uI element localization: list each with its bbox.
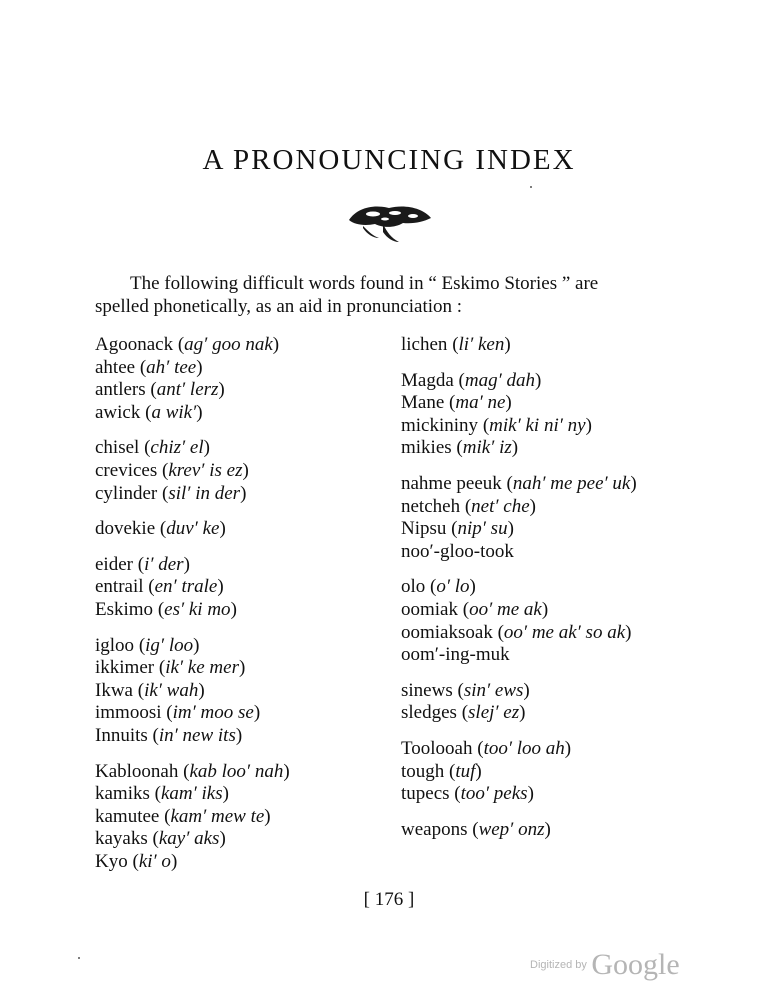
index-entry: mickininy (mik′ ki ni′ ny) [401,414,592,436]
index-word: netcheh [401,495,461,517]
index-entry: eider (i′ der) [95,553,190,575]
index-word: immoosi [95,702,162,724]
index-pronunciation: mag′ dah [464,369,535,391]
index-word: Nipsu [401,518,447,540]
index-pronunciation: mik′ ki ni′ ny [489,414,586,436]
index-entry: igloo (ig′ loo) [95,634,200,656]
index-word: cylinder [95,482,158,504]
index-entry: Kyo (ki′ o) [95,850,178,872]
index-pronunciation: net′ che [471,495,530,517]
leaf-vignette-ornament-icon [343,198,435,248]
index-pronunciation: es′ ki mo [164,598,231,620]
index-entry: Kabloonah (kab loo′ nah) [95,760,290,782]
index-pronunciation: ik′ wah [144,679,199,701]
index-pronunciation: slej′ ez [468,702,520,724]
index-group [95,554,290,622]
index-group [401,738,637,806]
index-word: chisel [95,437,140,459]
index-pronunciation: in′ new its [158,724,236,746]
index-pronunciation: kam′ iks [160,783,223,805]
index-entry: Magda (mag′ dah) [401,369,542,391]
index-word: Mane [401,392,445,414]
index-word: oomiak [401,598,458,620]
index-word: Ikwa [95,679,133,701]
index-entry: sinews (sin′ ews) [401,679,530,701]
index-pronunciation: ag′ goo nak [184,334,273,355]
index-word: crevices [95,459,158,481]
index-word: Magda [401,369,454,391]
index-entry: olo (o′ lo) [401,576,476,598]
index-word: Toolooah [401,737,473,759]
index-pronunciation: li′ ken [458,334,505,355]
index-word: mikies [401,437,452,459]
index-word: ikkimer [95,657,155,679]
page-number: [ 176 ] [363,889,415,910]
index-word: sledges [401,702,457,724]
index-pronunciation: ig′ loo [145,634,194,656]
index-pronunciation: ma′ ne [455,392,506,414]
index-pronunciation: kab loo′ nah [189,760,284,782]
google-logo: Google [591,948,680,981]
index-pronunciation: krev′ is ez [168,459,243,481]
index-entry: chisel (chiz′ el) [95,437,210,459]
index-word: kamiks [95,783,150,805]
index-group [401,370,637,460]
index-entry: kamutee (kam′ mew te) [95,805,271,827]
index-word: kayaks [95,828,148,850]
index-word: entrail [95,576,144,598]
index-entry: oomiak (oo′ me ak) [401,598,549,620]
index-word: antlers [95,379,146,401]
index-word: nahme peeuk [401,472,502,494]
index-entry: ikkimer (ik′ ke mer) [95,657,246,679]
index-pronunciation: oo′ me ak′ so ak [503,621,626,643]
index-pronunciation: too′ peks [460,783,528,805]
index-word: Kyo [95,850,128,872]
intro-line-2: spelled phonetically, as an aid in pronunciation : [95,296,463,317]
index-pronunciation: tuf [455,760,476,782]
index-pronunciation: sin′ ews [463,679,524,701]
index-pronunciation: im′ moo se [172,702,254,724]
index-word: Agoonack [95,334,174,355]
index-pronunciation: ant′ lerz [156,379,219,401]
page-title: A PRONOUNCING INDEX [202,144,576,176]
paper-speck [78,957,80,959]
index-entry: lichen (li′ ken) [401,334,511,355]
index-pronunciation: mik′ iz [462,437,512,459]
index-entry: Nipsu (nip′ su) [401,518,514,540]
index-word: lichen [401,334,448,355]
index-entry: awick (a wik′) [95,401,203,423]
index-word: dovekie [95,518,156,540]
index-pronunciation: a wik′ [151,401,197,423]
index-word: awick [95,401,141,423]
index-pronunciation: o′ lo [436,576,470,598]
index-group [95,761,290,874]
index-pronunciation: duv′ ke [166,518,220,540]
index-column-right [401,334,637,854]
index-entry: ahtee (ah′ tee) [95,356,203,378]
intro-line-1: The following difficult words found in “ Eskimo Stories ” are [130,273,599,294]
index-entry: mikies (mik′ iz) [401,437,519,459]
index-group [401,473,637,563]
index-word: weapons [401,818,468,840]
index-pronunciation: kam′ mew te [170,805,265,827]
index-entry: weapons (wep′ onz) [401,818,551,840]
index-entry [401,541,637,564]
index-word: ahtee [95,356,136,378]
index-entry: Mane (ma′ ne) [401,392,512,414]
intro-paragraph [95,272,695,318]
index-entry: netcheh (net′ che) [401,495,536,517]
index-word: mickininy [401,414,479,436]
index-group [95,635,290,748]
index-entry: Ikwa (ik′ wah) [95,679,205,701]
index-pronunciation: oo′ me ak [469,598,542,620]
index-group [401,334,637,357]
index-word: igloo [95,634,135,656]
index-entry: nahme peeuk (nah′ me pee′ uk) [401,472,637,494]
index-entry: Agoonack (ag′ goo nak) [95,334,280,355]
index-word: oomiaksoak [401,621,493,643]
index-word: noo′-gloo-took [401,540,514,562]
index-word: Kabloonah [95,760,179,782]
watermark-prefix: Digitized by [530,959,587,971]
index-entry: entrail (en′ trale) [95,576,224,598]
index-entry: crevices (krev′ is ez) [95,459,249,481]
index-pronunciation: en′ trale [154,576,218,598]
index-column-left [95,334,290,886]
index-pronunciation: wep′ onz [478,818,545,840]
index-entry: kayaks (kay′ aks) [95,828,226,850]
index-word: Innuits [95,724,148,746]
index-group [95,518,290,541]
index-pronunciation: ah′ tee [146,356,197,378]
index-group [95,334,290,424]
index-word: sinews [401,679,453,701]
index-entry: Eskimo (es′ ki mo) [95,598,237,620]
index-word: oom′-ing-muk [401,644,510,666]
index-entry: dovekie (duv′ ke) [95,518,226,540]
index-word: tupecs [401,783,450,805]
index-entry: tupecs (too′ peks) [401,783,534,805]
index-pronunciation: nip′ su [457,518,508,540]
index-group [401,576,637,666]
index-pronunciation: sil′ in der [168,482,241,504]
index-word: eider [95,553,133,575]
index-group [401,819,637,842]
index-entry: sledges (slej′ ez) [401,702,526,724]
index-entry: tough (tuf) [401,760,482,782]
index-entry: cylinder (sil′ in der) [95,482,247,504]
index-entry: immoosi (im′ moo se) [95,702,261,724]
index-word: olo [401,576,426,598]
index-entry: Innuits (in′ new its) [95,724,243,746]
paper-speck [530,186,532,188]
index-pronunciation: too′ loo ah [483,737,565,759]
index-pronunciation: ik′ ke mer [165,657,239,679]
digitized-watermark [530,948,680,982]
index-entry: Toolooah (too′ loo ah) [401,737,572,759]
index-pronunciation: chiz′ el [150,437,204,459]
index-entry [401,644,637,667]
index-entry: antlers (ant′ lerz) [95,379,225,401]
index-entry: oomiaksoak (oo′ me ak′ so ak) [401,621,632,643]
index-pronunciation: nah′ me pee′ uk [512,472,631,494]
index-word: kamutee [95,805,160,827]
index-pronunciation: ki′ o [138,850,171,872]
index-group [95,437,290,505]
index-word: Eskimo [95,598,154,620]
index-word: tough [401,760,445,782]
index-group [401,680,637,725]
index-entry: kamiks (kam′ iks) [95,783,229,805]
index-pronunciation: kay′ aks [158,828,220,850]
index-pronunciation: i′ der [144,553,184,575]
